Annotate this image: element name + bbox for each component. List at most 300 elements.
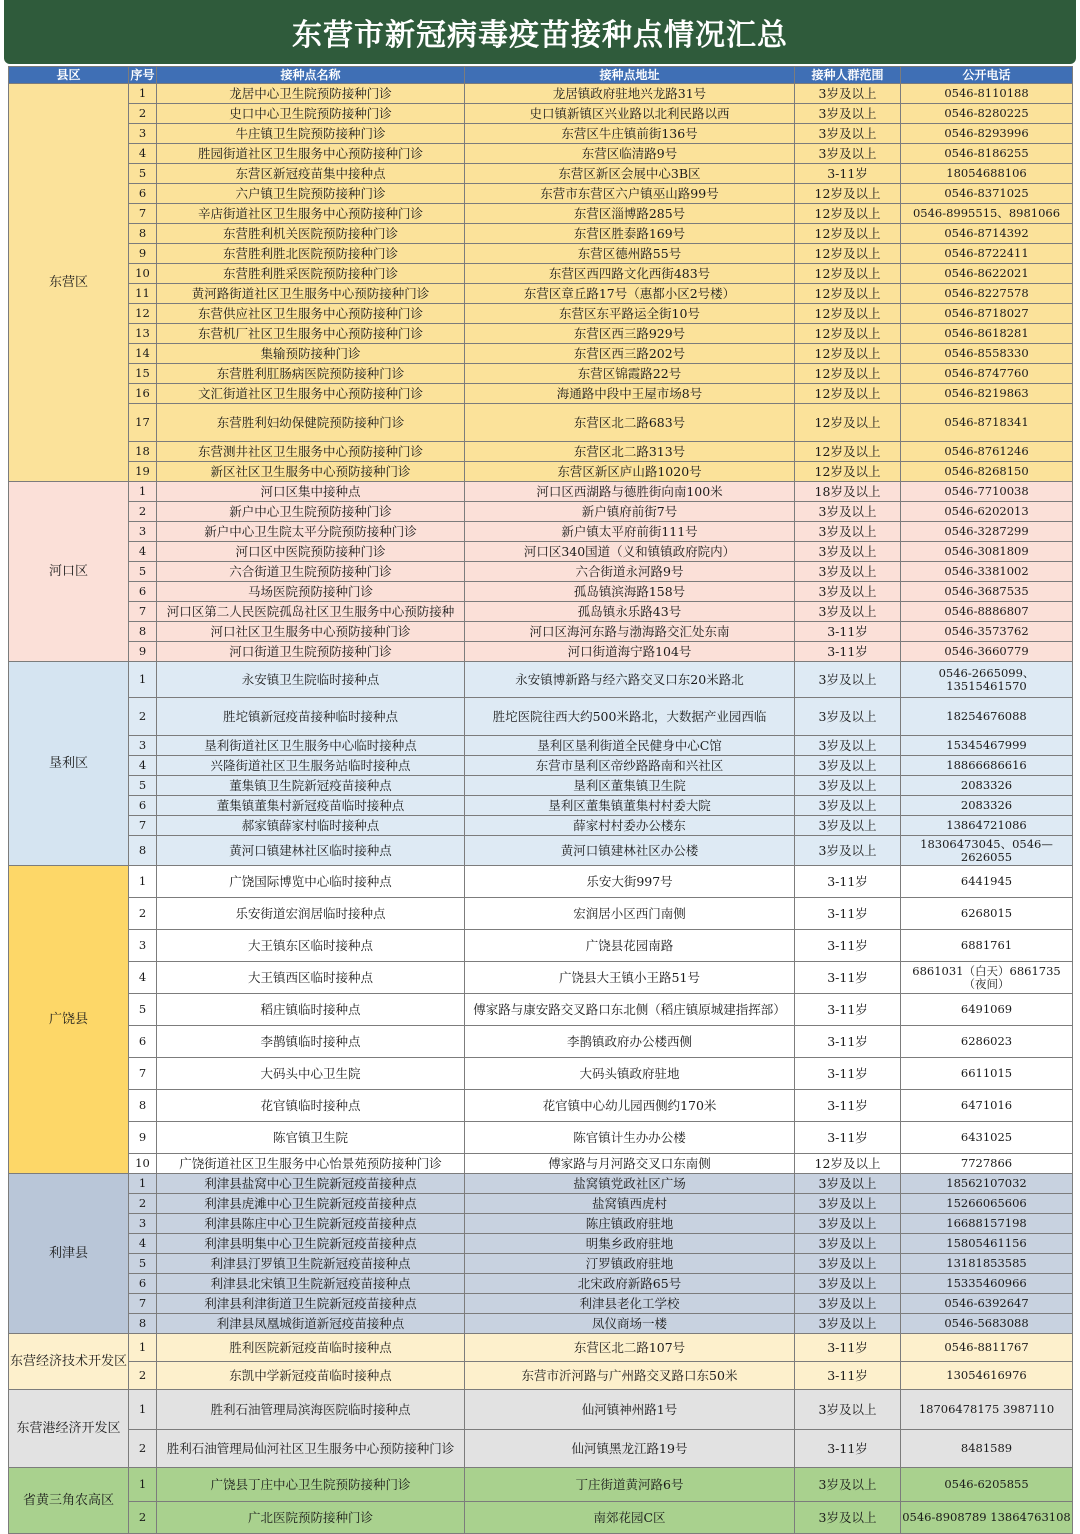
site-address-cell: 凤仪商场一楼 <box>465 1314 795 1334</box>
age-range-cell: 12岁及以上 <box>795 344 901 364</box>
phone-cell: 0546-8714392 <box>901 224 1073 244</box>
phone-cell: 0546-8908789 13864763108 <box>901 1502 1073 1534</box>
site-address-cell: 孤岛镇滨海路158号 <box>465 582 795 602</box>
site-name-cell: 胜利石油管理局滨海医院临时接种点 <box>157 1390 465 1430</box>
age-range-cell: 3岁及以上 <box>795 502 901 522</box>
site-name-cell: 东营胜利胜采医院预防接种门诊 <box>157 264 465 284</box>
site-name-cell: 东营机厂社区卫生服务中心预防接种门诊 <box>157 324 465 344</box>
site-name-cell: 利津县盐窝中心卫生院新冠疫苗接种点 <box>157 1174 465 1194</box>
row-number-cell: 6 <box>129 1274 157 1294</box>
site-name-cell: 新户中心卫生院太平分院预防接种门诊 <box>157 522 465 542</box>
age-range-cell: 3岁及以上 <box>795 698 901 736</box>
row-number-cell: 10 <box>129 1154 157 1174</box>
phone-cell: 6861031（白天）6861735（夜间） <box>901 962 1073 994</box>
phone-cell: 0546-3660779 <box>901 642 1073 662</box>
table-row <box>9 482 1073 502</box>
phone-cell: 0546-8110188 <box>901 84 1073 104</box>
age-range-cell: 3岁及以上 <box>795 522 901 542</box>
site-address-cell: 薛家村村委办公楼东 <box>465 816 795 836</box>
site-name-cell: 广北医院预防接种门诊 <box>157 1502 465 1534</box>
age-range-cell: 3-11岁 <box>795 642 901 662</box>
site-name-cell: 东凯中学新冠疫苗临时接种点 <box>157 1362 465 1390</box>
site-name-cell: 利津县北宋镇卫生院新冠疫苗接种点 <box>157 1274 465 1294</box>
site-address-cell: 东营区锦霞路22号 <box>465 364 795 384</box>
row-number-cell: 6 <box>129 796 157 816</box>
row-number-cell: 4 <box>129 1234 157 1254</box>
phone-cell: 6471016 <box>901 1090 1073 1122</box>
site-name-cell: 河口社区卫生服务中心预防接种门诊 <box>157 622 465 642</box>
site-address-cell: 宏润居小区西门南侧 <box>465 898 795 930</box>
age-range-cell: 3岁及以上 <box>795 1502 901 1534</box>
site-name-cell: 兴隆街道社区卫生服务站临时接种点 <box>157 756 465 776</box>
site-name-cell: 胜利医院新冠疫苗临时接种点 <box>157 1334 465 1362</box>
table-row <box>9 1090 1073 1122</box>
age-range-cell: 3岁及以上 <box>795 562 901 582</box>
row-number-cell: 16 <box>129 384 157 404</box>
row-number-cell: 1 <box>129 84 157 104</box>
phone-cell: 15805461156 <box>901 1234 1073 1254</box>
row-number-cell: 2 <box>129 898 157 930</box>
age-range-cell: 12岁及以上 <box>795 442 901 462</box>
phone-cell: 0546-3081809 <box>901 542 1073 562</box>
age-range-cell: 3岁及以上 <box>795 776 901 796</box>
site-name-cell: 胜园街道社区卫生服务中心预防接种门诊 <box>157 144 465 164</box>
site-name-cell: 胜坨镇新冠疫苗接种临时接种点 <box>157 698 465 736</box>
site-name-cell: 牛庄镇卫生院预防接种门诊 <box>157 124 465 144</box>
row-number-cell: 6 <box>129 184 157 204</box>
row-number-cell: 3 <box>129 124 157 144</box>
site-name-cell: 郝家镇薛家村临时接种点 <box>157 816 465 836</box>
site-name-cell: 东营区新冠疫苗集中接种点 <box>157 164 465 184</box>
age-range-cell: 3岁及以上 <box>795 756 901 776</box>
site-name-cell: 李鹊镇临时接种点 <box>157 1026 465 1058</box>
row-number-cell: 15 <box>129 364 157 384</box>
phone-cell: 6268015 <box>901 898 1073 930</box>
site-address-cell: 东营区北二路313号 <box>465 442 795 462</box>
site-address-cell: 新户镇府前街7号 <box>465 502 795 522</box>
site-address-cell: 河口区海河东路与渤海路交汇处东南 <box>465 622 795 642</box>
site-name-cell: 大码头中心卫生院 <box>157 1058 465 1090</box>
table-row <box>9 224 1073 244</box>
site-name-cell: 东营胜利肛肠病医院预防接种门诊 <box>157 364 465 384</box>
phone-cell: 6881761 <box>901 930 1073 962</box>
age-range-cell: 3岁及以上 <box>795 1234 901 1254</box>
phone-cell: 13864721086 <box>901 816 1073 836</box>
site-name-cell: 黄河路街道社区卫生服务中心预防接种门诊 <box>157 284 465 304</box>
row-number-cell: 2 <box>129 104 157 124</box>
district-cell: 利津县 <box>9 1174 129 1334</box>
table-row <box>9 502 1073 522</box>
phone-cell: 15335460966 <box>901 1274 1073 1294</box>
row-number-cell: 12 <box>129 304 157 324</box>
site-name-cell: 胜利石油管理局仙河社区卫生服务中心预防接种门诊 <box>157 1430 465 1468</box>
table-row <box>9 1390 1073 1430</box>
row-number-cell: 8 <box>129 622 157 642</box>
row-number-cell: 1 <box>129 1390 157 1430</box>
age-range-cell: 3岁及以上 <box>795 1468 901 1502</box>
site-name-cell: 东营胜利机关医院预防接种门诊 <box>157 224 465 244</box>
table-row <box>9 866 1073 898</box>
row-number-cell: 5 <box>129 164 157 184</box>
row-number-cell: 4 <box>129 144 157 164</box>
phone-cell: 6441945 <box>901 866 1073 898</box>
site-name-cell: 广饶街道社区卫生服务中心怡景苑预防接种门诊 <box>157 1154 465 1174</box>
district-cell: 省黄三角农高区 <box>9 1468 129 1534</box>
site-address-cell: 陈庄镇政府驻地 <box>465 1214 795 1234</box>
site-name-cell: 史口中心卫生院预防接种门诊 <box>157 104 465 124</box>
table-row <box>9 1234 1073 1254</box>
phone-cell: 18054688106 <box>901 164 1073 184</box>
age-range-cell: 3岁及以上 <box>795 1314 901 1334</box>
row-number-cell: 1 <box>129 482 157 502</box>
site-address-cell: 利津县老化工学校 <box>465 1294 795 1314</box>
age-range-cell: 3-11岁 <box>795 164 901 184</box>
site-name-cell: 河口区集中接种点 <box>157 482 465 502</box>
table-row <box>9 1274 1073 1294</box>
age-range-cell: 3岁及以上 <box>795 1214 901 1234</box>
site-name-cell: 东营胜利胜北医院预防接种门诊 <box>157 244 465 264</box>
site-address-cell: 广饶县花园南路 <box>465 930 795 962</box>
phone-cell: 0546-8811767 <box>901 1334 1073 1362</box>
age-range-cell: 3-11岁 <box>795 898 901 930</box>
age-range-cell: 3岁及以上 <box>795 542 901 562</box>
site-address-cell: 乐安大街997号 <box>465 866 795 898</box>
phone-cell: 0546-6205855 <box>901 1468 1073 1502</box>
site-address-cell: 大码头镇政府驻地 <box>465 1058 795 1090</box>
age-range-cell: 3岁及以上 <box>795 1390 901 1430</box>
age-range-cell: 3-11岁 <box>795 1122 901 1154</box>
phone-cell: 0546-8747760 <box>901 364 1073 384</box>
table-row <box>9 1334 1073 1362</box>
site-name-cell: 六户镇卫生院预防接种门诊 <box>157 184 465 204</box>
row-number-cell: 5 <box>129 562 157 582</box>
site-address-cell: 胜坨医院往西大约500米路北，大数据产业园西临 <box>465 698 795 736</box>
site-name-cell: 董集镇董集村新冠疫苗临时接种点 <box>157 796 465 816</box>
site-address-cell: 六合街道永河路9号 <box>465 562 795 582</box>
site-address-cell: 黄河口镇建林社区办公楼 <box>465 836 795 866</box>
row-number-cell: 7 <box>129 1294 157 1314</box>
age-range-cell: 3岁及以上 <box>795 836 901 866</box>
table-row <box>9 1194 1073 1214</box>
age-range-cell: 3岁及以上 <box>795 796 901 816</box>
row-number-cell: 10 <box>129 264 157 284</box>
table-row <box>9 602 1073 622</box>
age-range-cell: 12岁及以上 <box>795 304 901 324</box>
age-range-cell: 3岁及以上 <box>795 144 901 164</box>
table-row <box>9 1122 1073 1154</box>
district-cell: 东营区 <box>9 84 129 482</box>
site-name-cell: 河口区第二人民医院孤岛社区卫生服务中心预防接种 <box>157 602 465 622</box>
phone-cell: 0546-8280225 <box>901 104 1073 124</box>
age-range-cell: 12岁及以上 <box>795 244 901 264</box>
row-number-cell: 19 <box>129 462 157 482</box>
age-range-cell: 12岁及以上 <box>795 462 901 482</box>
phone-cell: 0546-3381002 <box>901 562 1073 582</box>
age-range-cell: 3-11岁 <box>795 1430 901 1468</box>
row-number-cell: 4 <box>129 756 157 776</box>
table-row <box>9 662 1073 698</box>
site-address-cell: 仙河镇神州路1号 <box>465 1390 795 1430</box>
phone-cell: 0546-3687535 <box>901 582 1073 602</box>
age-range-cell: 3岁及以上 <box>795 84 901 104</box>
district-cell: 垦利区 <box>9 662 129 866</box>
table-row <box>9 1468 1073 1502</box>
phone-cell: 0546-8718341 <box>901 404 1073 442</box>
age-range-cell: 3-11岁 <box>795 994 901 1026</box>
table-row <box>9 642 1073 662</box>
table-row <box>9 1174 1073 1194</box>
site-address-cell: 明集乡政府驻地 <box>465 1234 795 1254</box>
row-number-cell: 1 <box>129 866 157 898</box>
table-row <box>9 84 1073 104</box>
age-range-cell: 3-11岁 <box>795 1058 901 1090</box>
site-address-cell: 傅家路与康安路交叉路口东北侧（稻庄镇原城建指挥部） <box>465 994 795 1026</box>
header-site-address: 接种点地址 <box>465 67 795 84</box>
table-row <box>9 994 1073 1026</box>
phone-cell: 0546-8995515、8981066 <box>901 204 1073 224</box>
site-address-cell: 海通路中段中王屋市场8号 <box>465 384 795 404</box>
site-address-cell: 东营区德州路55号 <box>465 244 795 264</box>
table-header-row <box>9 67 1073 84</box>
row-number-cell: 9 <box>129 642 157 662</box>
site-address-cell: 傅家路与月河路交叉口东南侧 <box>465 1154 795 1174</box>
site-address-cell: 垦利区董集镇董集村村委大院 <box>465 796 795 816</box>
phone-cell: 0546-8886807 <box>901 602 1073 622</box>
header-phone: 公开电话 <box>901 67 1073 84</box>
row-number-cell: 4 <box>129 542 157 562</box>
site-address-cell: 广饶县大王镇小王路51号 <box>465 962 795 994</box>
site-address-cell: 汀罗镇政府驻地 <box>465 1254 795 1274</box>
phone-cell: 6286023 <box>901 1026 1073 1058</box>
table-row <box>9 698 1073 736</box>
phone-cell: 18306473045、0546—2626055 <box>901 836 1073 866</box>
row-number-cell: 6 <box>129 582 157 602</box>
row-number-cell: 8 <box>129 1314 157 1334</box>
site-name-cell: 利津县虎滩中心卫生院新冠疫苗接种点 <box>157 1194 465 1214</box>
row-number-cell: 2 <box>129 1362 157 1390</box>
age-range-cell: 12岁及以上 <box>795 404 901 442</box>
row-number-cell: 2 <box>129 698 157 736</box>
table-row <box>9 542 1073 562</box>
table-row <box>9 384 1073 404</box>
site-name-cell: 大王镇东区临时接种点 <box>157 930 465 962</box>
row-number-cell: 9 <box>129 244 157 264</box>
phone-cell: 6491069 <box>901 994 1073 1026</box>
table-row <box>9 144 1073 164</box>
phone-cell: 0546-2665099、13515461570 <box>901 662 1073 698</box>
site-address-cell: 东营区新区会展中心3B区 <box>465 164 795 184</box>
table-row <box>9 364 1073 384</box>
site-address-cell: 丁庄街道黄河路6号 <box>465 1468 795 1502</box>
table-row <box>9 1314 1073 1334</box>
age-range-cell: 3-11岁 <box>795 1334 901 1362</box>
site-name-cell: 龙居中心卫生院预防接种门诊 <box>157 84 465 104</box>
table-row <box>9 622 1073 642</box>
age-range-cell: 3-11岁 <box>795 1362 901 1390</box>
table-row <box>9 324 1073 344</box>
table-row <box>9 184 1073 204</box>
site-name-cell: 大王镇西区临时接种点 <box>157 962 465 994</box>
site-address-cell: 河口街道海宁路104号 <box>465 642 795 662</box>
site-address-cell: 东营区北二路683号 <box>465 404 795 442</box>
table-row <box>9 756 1073 776</box>
site-name-cell: 新区社区卫生服务中心预防接种门诊 <box>157 462 465 482</box>
table-row <box>9 898 1073 930</box>
phone-cell: 0546-8371025 <box>901 184 1073 204</box>
district-cell: 河口区 <box>9 482 129 662</box>
row-number-cell: 7 <box>129 1058 157 1090</box>
site-address-cell: 东营区牛庄镇前街136号 <box>465 124 795 144</box>
row-number-cell: 9 <box>129 1122 157 1154</box>
age-range-cell: 18岁及以上 <box>795 482 901 502</box>
age-range-cell: 3岁及以上 <box>795 816 901 836</box>
table-row <box>9 284 1073 304</box>
phone-cell: 0546-6202013 <box>901 502 1073 522</box>
header-age-range: 接种人群范围 <box>795 67 901 84</box>
site-address-cell: 东营区西四路文化西街483号 <box>465 264 795 284</box>
site-address-cell: 垦利区董集镇卫生院 <box>465 776 795 796</box>
table-row <box>9 304 1073 324</box>
age-range-cell: 3-11岁 <box>795 866 901 898</box>
phone-cell: 0546-8618281 <box>901 324 1073 344</box>
phone-cell: 16688157198 <box>901 1214 1073 1234</box>
page-title: 东营市新冠病毒疫苗接种点情况汇总 <box>292 18 788 53</box>
table-row <box>9 522 1073 542</box>
age-range-cell: 12岁及以上 <box>795 204 901 224</box>
site-address-cell: 东营区胜泰路169号 <box>465 224 795 244</box>
site-name-cell: 广饶国际博览中心临时接种点 <box>157 866 465 898</box>
phone-cell: 0546-8227578 <box>901 284 1073 304</box>
row-number-cell: 3 <box>129 930 157 962</box>
row-number-cell: 4 <box>129 962 157 994</box>
age-range-cell: 3岁及以上 <box>795 1274 901 1294</box>
site-name-cell: 垦利街道社区卫生服务中心临时接种点 <box>157 736 465 756</box>
header-number: 序号 <box>130 67 155 82</box>
row-number-cell: 14 <box>129 344 157 364</box>
row-number-cell: 3 <box>129 736 157 756</box>
phone-cell: 7727866 <box>901 1154 1073 1174</box>
table-row <box>9 736 1073 756</box>
site-name-cell: 稻庄镇临时接种点 <box>157 994 465 1026</box>
site-address-cell: 东营区临清路9号 <box>465 144 795 164</box>
row-number-cell: 5 <box>129 994 157 1026</box>
phone-cell: 0546-8186255 <box>901 144 1073 164</box>
phone-cell: 0546-5683088 <box>901 1314 1073 1334</box>
site-name-cell: 利津县陈庄中心卫生院新冠疫苗接种点 <box>157 1214 465 1234</box>
site-address-cell: 东营区淄博路285号 <box>465 204 795 224</box>
table-row <box>9 1254 1073 1274</box>
phone-cell: 0546-8219863 <box>901 384 1073 404</box>
table-row <box>9 930 1073 962</box>
site-address-cell: 东营区东平路运全街10号 <box>465 304 795 324</box>
age-range-cell: 3岁及以上 <box>795 104 901 124</box>
row-number-cell: 1 <box>129 662 157 698</box>
row-number-cell: 2 <box>129 1430 157 1468</box>
row-number-cell: 18 <box>129 442 157 462</box>
phone-cell: 6431025 <box>901 1122 1073 1154</box>
site-address-cell: 东营市东营区六户镇巫山路99号 <box>465 184 795 204</box>
site-name-cell: 利津县汀罗镇卫生院新冠疫苗接种点 <box>157 1254 465 1274</box>
site-name-cell: 河口街道卫生院预防接种门诊 <box>157 642 465 662</box>
age-range-cell: 3-11岁 <box>795 930 901 962</box>
site-address-cell: 永安镇博新路与经六路交叉口东20米路北 <box>465 662 795 698</box>
table-row <box>9 562 1073 582</box>
site-address-cell: 陈官镇计生办办公楼 <box>465 1122 795 1154</box>
header-site-name: 接种点名称 <box>157 67 465 84</box>
table-row <box>9 264 1073 284</box>
table-row <box>9 1294 1073 1314</box>
row-number-cell: 1 <box>129 1174 157 1194</box>
site-address-cell: 盐窝镇党政社区广场 <box>465 1174 795 1194</box>
site-name-cell: 河口区中医院预防接种门诊 <box>157 542 465 562</box>
row-number-cell: 8 <box>129 1090 157 1122</box>
table-row <box>9 404 1073 442</box>
vaccination-sites-table <box>8 66 1073 1534</box>
site-address-cell: 盐窝镇西虎村 <box>465 1194 795 1214</box>
site-name-cell: 六合街道卫生院预防接种门诊 <box>157 562 465 582</box>
site-address-cell: 东营区西三路929号 <box>465 324 795 344</box>
row-number-cell: 3 <box>129 1214 157 1234</box>
age-range-cell: 12岁及以上 <box>795 384 901 404</box>
table-row <box>9 204 1073 224</box>
row-number-cell: 13 <box>129 324 157 344</box>
table-row <box>9 1154 1073 1174</box>
table-row <box>9 462 1073 482</box>
table-row <box>9 1430 1073 1468</box>
phone-cell: 2083326 <box>901 776 1073 796</box>
phone-cell: 18254676088 <box>901 698 1073 736</box>
site-address-cell: 东营区新区庐山路1020号 <box>465 462 795 482</box>
age-range-cell: 3-11岁 <box>795 1026 901 1058</box>
table-row <box>9 1026 1073 1058</box>
row-number-cell: 2 <box>129 1194 157 1214</box>
site-name-cell: 东营测井社区卫生服务中心预防接种门诊 <box>157 442 465 462</box>
age-range-cell: 3岁及以上 <box>795 602 901 622</box>
site-name-cell: 新户中心卫生院预防接种门诊 <box>157 502 465 522</box>
site-address-cell: 垦利区垦利街道全民健身中心C馆 <box>465 736 795 756</box>
table-row <box>9 442 1073 462</box>
table-row <box>9 1058 1073 1090</box>
site-name-cell: 黄河口镇建林社区临时接种点 <box>157 836 465 866</box>
phone-cell: 6611015 <box>901 1058 1073 1090</box>
site-name-cell: 花官镇临时接种点 <box>157 1090 465 1122</box>
site-name-cell: 永安镇卫生院临时接种点 <box>157 662 465 698</box>
site-address-cell: 仙河镇黑龙江路19号 <box>465 1430 795 1468</box>
table-row <box>9 1214 1073 1234</box>
phone-cell: 0546-7710038 <box>901 482 1073 502</box>
row-number-cell: 7 <box>129 602 157 622</box>
age-range-cell: 3岁及以上 <box>795 1294 901 1314</box>
table-row <box>9 816 1073 836</box>
age-range-cell: 3岁及以上 <box>795 1254 901 1274</box>
site-name-cell: 集输预防接种门诊 <box>157 344 465 364</box>
age-range-cell: 3岁及以上 <box>795 124 901 144</box>
phone-cell: 0546-8722411 <box>901 244 1073 264</box>
age-range-cell: 12岁及以上 <box>795 184 901 204</box>
phone-cell: 15266065606 <box>901 1194 1073 1214</box>
table-row <box>9 164 1073 184</box>
table-row <box>9 244 1073 264</box>
age-range-cell: 3-11岁 <box>795 962 901 994</box>
site-address-cell: 李鹊镇政府办公楼西侧 <box>465 1026 795 1058</box>
age-range-cell: 3-11岁 <box>795 1090 901 1122</box>
phone-cell: 0546-8622021 <box>901 264 1073 284</box>
site-address-cell: 河口区西湖路与德胜街向南100米 <box>465 482 795 502</box>
phone-cell: 8481589 <box>901 1430 1073 1468</box>
site-name-cell: 东营供应社区卫生服务中心预防接种门诊 <box>157 304 465 324</box>
site-name-cell: 辛店街道社区卫生服务中心预防接种门诊 <box>157 204 465 224</box>
title-banner <box>4 0 1076 64</box>
